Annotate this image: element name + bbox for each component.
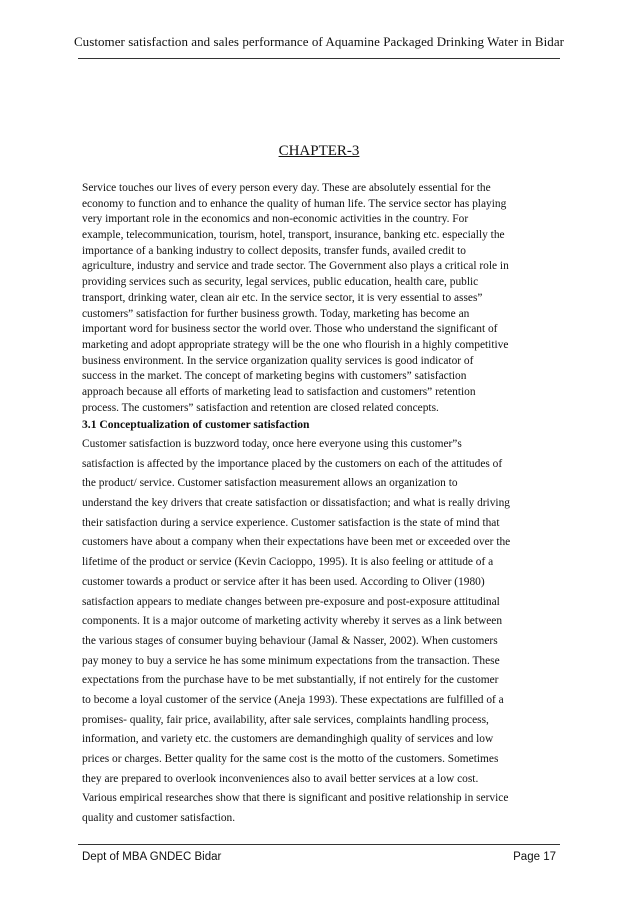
intro-line: important word for business sector the world over. Those who understand the significant of (82, 323, 498, 336)
page-header: Customer satisfaction and sales performance of Aquamine Packaged Drinking Water in Bidar (73, 34, 565, 49)
intro-line: process. The customers” satisfaction and retention are closed related concepts. (82, 401, 439, 414)
section-line: the product/ service. Customer satisfaction measurement allows an organization to (82, 477, 458, 490)
section-line: components. It is a major outcome of marketing activity whereby it serves as a link between (82, 615, 503, 628)
intro-line: customers” satisfaction for further business growth. Today, marketing has become an (82, 307, 470, 320)
intro-line: transport, drinking water, clean air etc. In the service sector, it is very essential to asses” (82, 291, 483, 304)
section-line: satisfaction is affected by the importance placed by the customers on each of the attitudes of (82, 457, 503, 470)
section-line: the various stages of consumer buying behaviour (Jamal & Nasser, 2002). When customers (82, 634, 498, 647)
section-line: to become a loyal customer of the service (Aneja 1993). These expectations are fulfilled of a (82, 693, 504, 706)
intro-line: marketing and adopt appropriate strategy will be the one who flourish in a highly competitive (82, 338, 509, 351)
intro-line: example, telecommunication, tourism, hotel, transport, insurance, banking etc. especially the (82, 229, 505, 242)
section-paragraph (82, 435, 560, 829)
chapter-title: CHAPTER-3 (278, 143, 360, 159)
intro-line: providing services such as security, legal services, public education, health care, public (82, 276, 479, 289)
section-line: information, and variety etc. the customers are demandinghigh quality of services and low (82, 733, 494, 746)
section-line: lifetime of the product or service (Kevin Cacioppo, 1995). It is also feeling or attitude of a (82, 556, 494, 569)
footer-department: Dept of MBA GNDEC Bidar (82, 851, 222, 863)
intro-line: very important role in the economics and non-economic activities in the country. For (82, 213, 469, 226)
intro-line: Service touches our lives of every person every day. These are absolutely essential for the (82, 182, 491, 194)
intro-line: economy to function and to enhance the quality of human life. The service sector has playing (82, 197, 507, 210)
intro-line: agriculture, industry and service and trade sector. The Government also plays a critical role in (82, 260, 509, 273)
intro-line: approach because all efforts of marketing lead to satisfaction and customers” retention (82, 385, 476, 398)
section-line: their satisfaction during a service experience. Customer satisfaction is the state of mind that (82, 516, 500, 529)
intro-line: success in the market. The concept of marketing begins with customers” satisfaction (82, 370, 467, 383)
section-line: satisfaction appears to mediate changes between pre-exposure and post-exposure attitudinal (82, 595, 500, 608)
intro-line: business environment. In the service organization quality services is good indicator of (82, 354, 474, 367)
section-line: customers have about a company when their expectations have been met or exceeded over the (82, 536, 511, 549)
header-divider (78, 58, 560, 59)
section-line: customer towards a product or service after it has been used. According to Oliver (1980) (82, 575, 485, 588)
section-line: pay money to buy a service he has some minimum expectations from the transaction. These (82, 654, 500, 667)
section-line: understand the key drivers that create satisfaction or dissatisfaction; and what is really driving (82, 497, 510, 510)
section-line: quality and customer satisfaction. (82, 812, 236, 825)
section-line: prices or charges. Better quality for the same cost is the motto of the customers. Sometimes (82, 753, 499, 765)
intro-paragraph (82, 181, 560, 416)
section-line: promises- quality, fair price, availability, after sale services, complaints handling process, (82, 713, 489, 726)
intro-line: importance of a banking industry to collect deposits, transfer funds, availed credit to (82, 244, 467, 257)
section-line: they are prepared to overlook inconveniences also to avail better services at a low cost. (82, 772, 479, 785)
section-heading: 3.1 Conceptualization of customer satisfaction (82, 418, 310, 431)
section-line: expectations from the purchase have to be met substantially, if not entirely for the customer (82, 674, 499, 687)
footer-divider (78, 844, 560, 845)
section-line: Various empirical researches show that there is significant and positive relationship in service (82, 792, 509, 805)
section-line: Customer satisfaction is buzzword today, once here everyone using this customer”s (82, 438, 462, 450)
page-number: Page 17 (513, 851, 556, 863)
page-footer (82, 851, 556, 863)
